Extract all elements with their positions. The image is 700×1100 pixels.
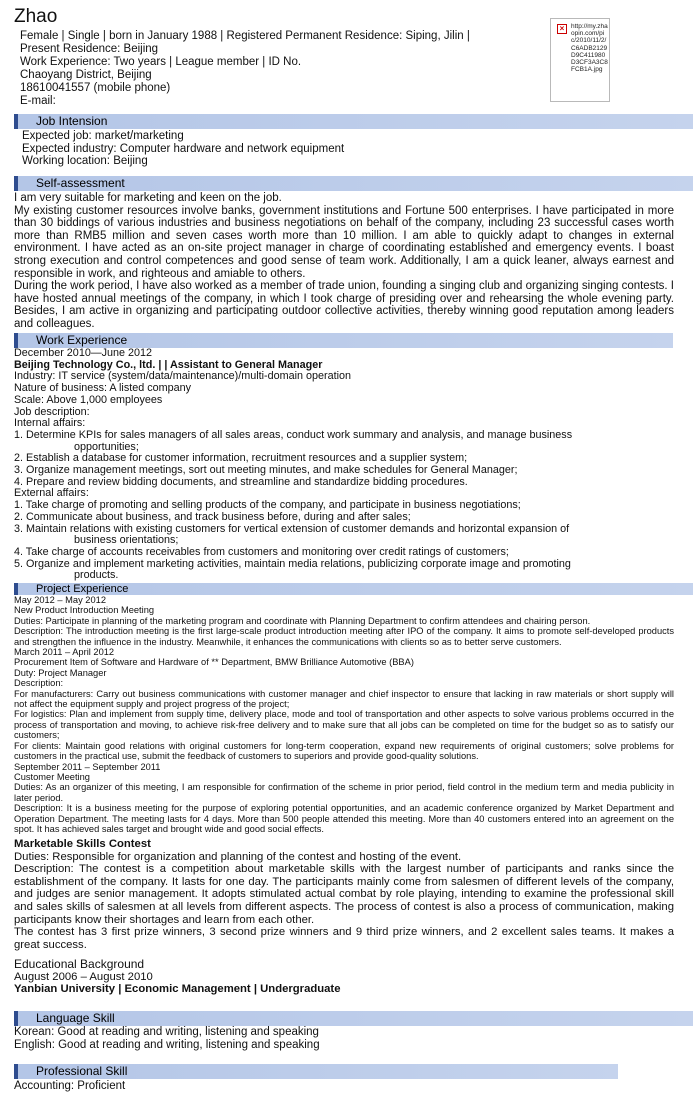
- text-line: Description:: [14, 678, 64, 689]
- section-title: Project Experience: [36, 583, 129, 595]
- section-title: Language Skill: [36, 1011, 115, 1025]
- text-line: Working location: Beijing: [22, 155, 148, 168]
- project-title: Marketable Skills Contest: [14, 838, 151, 850]
- project-title: New Product Introduction Meeting: [14, 605, 155, 616]
- section-bar-language-skill: [14, 1011, 693, 1026]
- section-title: Self-assessment: [36, 176, 125, 190]
- info-line: Work Experience: Two years | League member | ID No.: [20, 56, 302, 68]
- section-bar-project-experience: [14, 583, 693, 595]
- text-line: Duty: Project Manager: [14, 667, 107, 678]
- work-experience-section: [14, 348, 674, 582]
- section-title: Educational Background: [14, 957, 145, 971]
- period: May 2012 – May 2012: [14, 595, 106, 605]
- text-line: Industry: IT service (system/data/maintenance)/multi-domain operation: [14, 370, 352, 383]
- text-line: Job description:: [14, 405, 90, 418]
- text-line: Korean: Good at reading and writing, listening and speaking: [14, 1026, 319, 1038]
- contest-section: [14, 838, 674, 951]
- list-item: opportunities;: [74, 440, 139, 453]
- info-line: E-mail:: [20, 95, 56, 107]
- list-item: 2. Communicate about business, and track business before, during and after sales;: [14, 510, 411, 523]
- professional-section: [14, 1080, 674, 1093]
- section-bar-work-experience: [14, 333, 673, 348]
- info-line: Present Residence: Beijing: [20, 43, 159, 55]
- list-item: business orientations;: [74, 534, 179, 547]
- section-bar-self-assessment: [14, 176, 693, 191]
- text-line: Accounting: Proficient: [14, 1080, 126, 1092]
- period: August 2006 – August 2010: [14, 970, 153, 983]
- text-line: Nature of business: A listed company: [14, 382, 192, 395]
- text-line: Description: The introduction meeting is the first large-scale product introduction meeting after IPO of the company. It aims to promote self-developed products and strengthen the influence in the industry. Meanwhile, it enhances the communications with clients so as to better serve customers.: [14, 626, 674, 647]
- text-line: English: Good at reading and writing, listening and speaking: [14, 1038, 320, 1051]
- list-item: 4. Take charge of accounts receivables from customers and monitoring over credit ratings of customers;: [14, 545, 509, 558]
- paragraph: I am very suitable for marketing and keen on the job.: [14, 192, 282, 204]
- text-line: Duties: Participate in planning of the marketing program and coordinate with Planning Department to confirm attendees and chairing person.: [14, 615, 591, 626]
- period: March 2011 – April 2012: [14, 647, 115, 658]
- section-title: Professional Skill: [36, 1064, 128, 1078]
- personal-info: [20, 30, 540, 108]
- text-line: Expected job: market/marketing: [22, 130, 184, 142]
- text-line: For logistics: Plan and implement from supply time, delivery place, mode and tool of transportation and other aspects to solve various problems occurred in the process of transportation and moving, to achieve risk-free delivery and to make sure that all jobs can be completed on time for the budget so as to satisfy our customers;: [14, 709, 674, 741]
- education-section: [14, 958, 674, 996]
- period: December 2010—June 2012: [14, 347, 153, 359]
- list-item: 1. Determine KPIs for sales managers of all sales areas, conduct work summary and analysis, and manage business: [14, 428, 573, 441]
- photo-placeholder: [550, 18, 610, 102]
- list-item: 4. Prepare and review bidding documents, and streamline and standardize bidding procedures.: [14, 475, 468, 488]
- paragraph: Description: The contest is a competition about marketable skills with the largest number of participants and ranks since the establishment of the company. It lasts for one day. The participants mainly come from salesmen of different levels of the company, and judges are senior management. It adopts stimulated actual combat by role playing, intending to examine the professional skill and sales skills of salesmen at all levels from different aspects. The process of contest is also a process of communication, making participants know their shortages and learn from each other.: [14, 863, 674, 926]
- section-bar-professional-skill: [14, 1064, 618, 1079]
- text-line: Duties: Responsible for organization and planning of the contest and hosting of the event.: [14, 850, 462, 863]
- period: September 2011 – September 2011: [14, 761, 161, 772]
- list-item: 3. Maintain relations with existing customers for vertical extension of customer demands and horizontal expansion of: [14, 522, 570, 535]
- info-line: Female | Single | born in January 1988 | Registered Permanent Residence: Siping, Jilin |: [20, 30, 470, 42]
- text-line: Scale: Above 1,000 employees: [14, 393, 163, 406]
- broken-image-icon: ×: [557, 24, 567, 34]
- paragraph: The contest has 3 first prize winners, 3 second prize winners and 9 third prize winners, and 2 excellent sales teams. It makes a great success.: [14, 926, 674, 951]
- company-line: Beijing Technology Co., ltd. | | Assistant to General Manager: [14, 358, 323, 371]
- language-section: [14, 1026, 674, 1051]
- photo-url: http://my.zhaopin.com/pic/2010/11/2/C6ADB2129D9C411980D3CF3A3C8FCB1A.jpg: [571, 23, 608, 74]
- paragraph: My existing customer resources involve banks, government institutions and Fortune 500 enterprises. I have participated in more than 30 biddings of various industries and business negotiations on behalf of the company, including 23 successful cases worth more than RMB5 million and seven cases worth more than 10 million. I am able to quickly adapt to changes in external environment. I have acted as an on-site project manager in charge of coordinating established and emergency events. I boast strong execution and control competences and good sense of team work. Additionally, I am a quick leaner, always earnest and responsible in work, and righteous and amiable to others.: [14, 204, 674, 280]
- text-line: Expected industry: Computer hardware and network equipment: [22, 142, 345, 155]
- text-line: External affairs:: [14, 487, 89, 500]
- text-line: Description: It is a business meeting for the purpose of exploring potential opportunities, and an academic conference organized by Market Department and Operation Department. The meeting lasts for 4 days. More than 500 people attended this meeting. More than 40 customers entered into an agreement on the spot. It has achieved sales target and brought wide and good social effects.: [14, 803, 674, 834]
- job-intension-section: [14, 130, 674, 168]
- text-line: Duties: As an organizer of this meeting, I am responsible for confirmation of the scheme in prior period, field control in the medium term and media publicity in later period.: [14, 782, 674, 803]
- candidate-name: Zhao: [14, 6, 58, 27]
- list-item: 5. Organize and implement marketing activities, maintain media relations, publicizing corporate image and promoting: [14, 557, 571, 570]
- section-title: Job Intension: [36, 114, 108, 128]
- section-bar-job-intension: [14, 114, 693, 129]
- section-title: Work Experience: [36, 333, 128, 347]
- paragraph: During the work period, I have also worked as a member of trade union, founding a singing club and organizing singing contests. I have hosted annual meetings of the company, in which I took charge of presiding over and rehearsing the whole evening party. Besides, I am active in organizing and participating outdoor collective activities, thereby winning good reputation among leaders and colleagues.: [14, 280, 674, 330]
- self-assessment-section: [14, 192, 674, 331]
- text-line: Internal affairs:: [14, 417, 86, 430]
- list-item: products.: [74, 569, 119, 582]
- project-experience-section: [14, 595, 674, 834]
- info-line: 18610041557 (mobile phone): [20, 82, 171, 94]
- project-title: Procurement Item of Software and Hardware of ** Department, BMW Brilliance Automotive (BBA): [14, 657, 414, 668]
- text-line: For manufacturers: Carry out business communications with customer manager and chief inspector to ensure that lacking in raw materials or short supply will not affect the equipment supply and project progress of the project;: [14, 688, 674, 710]
- school-line: Yanbian University | Economic Management | Undergraduate: [14, 983, 341, 996]
- project-title: Customer Meeting: [14, 771, 90, 782]
- list-item: 1. Take charge of promoting and selling products of the company, and participate in business negotiations;: [14, 499, 521, 512]
- info-line: Chaoyang District, Beijing: [20, 69, 152, 81]
- list-item: 3. Organize management meetings, sort out meeting minutes, and make schedules for General Manager;: [14, 464, 518, 477]
- list-item: 2. Establish a database for customer information, recruitment resources and a supplier system;: [14, 452, 468, 465]
- text-line: For clients: Maintain good relations with original customers for long-term cooperation, expand new requirements of original customers; solve problems for customers in the practical use, submit the feedback of customers to superiors and provide good-quality solutions.: [14, 740, 674, 762]
